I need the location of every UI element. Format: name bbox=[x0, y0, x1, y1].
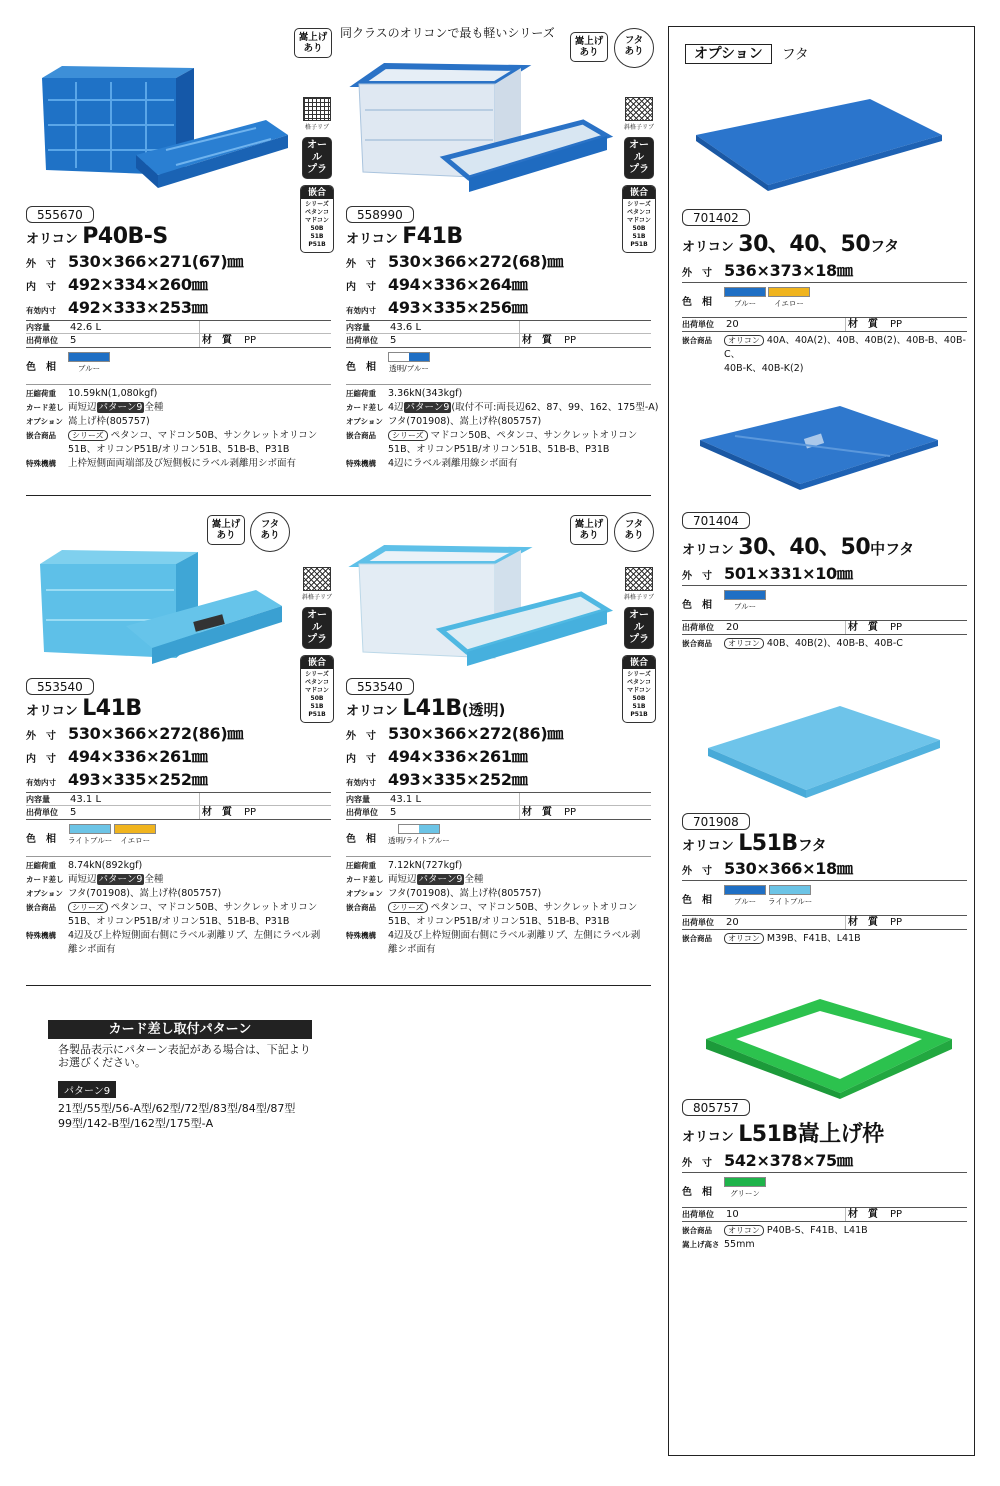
pattern-list: 21型/55型/56-A型/62型/72型/83型/84型/87型 99型/142-B型/162型/175型-A bbox=[58, 1102, 296, 1130]
color-row: 色 相 ライトブルー イエロー bbox=[26, 824, 331, 852]
option-outer-dim: 外 寸 501×331×10㎜ bbox=[682, 561, 967, 586]
color-row: 色 相 透明/ライトブルー bbox=[346, 824, 651, 852]
kango-icon: 嵌合 シリーズ ペタンコ マドコン50B 51B P51B bbox=[300, 185, 334, 253]
option-image-701908 bbox=[700, 698, 950, 808]
option-image-701404 bbox=[690, 398, 950, 498]
inner-dim: 内 寸 492×334×260㎜ bbox=[26, 275, 208, 294]
outer-dim: 外 寸 530×366×271(67)㎜ bbox=[26, 252, 244, 271]
feature-icons: 斜格子リブ オール プラ 嵌合 シリーズ ペタンコ マドコン50B 51B P51B bbox=[622, 97, 656, 253]
color-swatch: イエロー bbox=[768, 287, 810, 309]
product-name: オリコン F41B bbox=[346, 224, 463, 249]
divider bbox=[26, 985, 651, 986]
option-outer-dim: 外 寸 536×373×18㎜ bbox=[682, 258, 967, 283]
option-name: オリコン L51Bフタ bbox=[682, 831, 827, 856]
color-row: 色 相 グリーン bbox=[682, 1177, 967, 1205]
spec-info: 圧縮荷重 8.74kN(892kgf) カード差し 両短辺 パターン9 全種 オプション フタ(701908)、嵩上げ枠(805757) 嵌合商品 シリーズ ペタンコ、マドコン50B、サンクレットオリコン 51B、オリコンP51B/オリコン51B、51B-B、P31B 特殊機構 4辺及び上枠短側面右側にラベル剥離リブ、左側にラベル剥 離シボ面有 bbox=[26, 856, 331, 957]
product-code: 553540 bbox=[26, 678, 94, 695]
option-name: オリコン L51B嵩上げ枠 bbox=[682, 1122, 884, 1147]
product-name: オリコン L41B bbox=[26, 696, 142, 721]
feature-icons: 斜格子リブ オール プラ 嵌合 シリーズ ペタンコ マドコン50B 51B P51B bbox=[622, 567, 656, 723]
color-row: 色 相 透明/ブルー bbox=[346, 352, 651, 380]
card-pattern-section bbox=[48, 1020, 312, 1131]
spec-info: 圧縮荷重 10.59kN(1,080kgf) カード差し 両短辺 パターン9 全種 オプション 嵩上げ枠(805757) 嵌合商品 シリーズ ペタンコ、マドコン50B、サンクレットオリコン 51B、オリコンP51B/オリコン51B、51B-B、P31B 特殊機構 上枠短側面両端部及び短側板にラベル剥離用シボ面有 bbox=[26, 384, 331, 471]
color-row: 色 相 ブルー bbox=[26, 352, 331, 380]
allpura-icon: オール プラ bbox=[302, 137, 332, 179]
spec-info: 圧縮荷重 3.36kN(343kgf) カード差し 4辺 パターン9 (取付不可:両長辺62、87、99、162、175型-A) オプション フタ(701908)、嵩上げ枠(805757) 嵌合商品 シリーズ マドコン50B、ペタンコ、サンクレットオリコン 51B、オリコンP51B/オリコン51B、51B-B、P31B 特殊機構 4辺にラベル剥離用線シボ面有 bbox=[346, 384, 651, 471]
kango-icon: 嵌合 シリーズ ペタンコ マドコン50B 51B P51B bbox=[622, 655, 656, 723]
pattern-label: パターン9 bbox=[58, 1081, 116, 1098]
spec-table: 内容量 43.1 L 出荷単位 5 材 質 PP bbox=[346, 792, 651, 820]
color-row: 色 相 ブルー イエロー bbox=[682, 287, 967, 315]
color-swatch: ライトブルー bbox=[768, 885, 812, 907]
divider bbox=[26, 495, 651, 496]
options-tag: オプション bbox=[685, 44, 772, 64]
color-swatch: ブルー bbox=[68, 352, 110, 374]
futa-badge: フタ あり bbox=[614, 512, 654, 552]
takaage-badge: 嵩上げ あり bbox=[207, 515, 245, 545]
allpura-icon: オール プラ bbox=[624, 607, 654, 649]
effective-dim: 有効内寸 492×333×253㎜ bbox=[26, 298, 208, 317]
option-spec-805757 bbox=[682, 1097, 967, 1252]
option-table: 出荷単位 20 材 質 PP bbox=[682, 317, 967, 332]
product-spec-p40b-s bbox=[26, 204, 331, 471]
color-swatch: ブルー bbox=[724, 885, 766, 907]
takaage-badge: 嵩上げ あり bbox=[570, 32, 608, 62]
option-spec-701908 bbox=[682, 811, 967, 946]
option-info: 嵌合商品 オリコン 40A、40A(2)、40B、40B(2)、40B-B、40B-C、 40B-K、40B-K(2) bbox=[682, 335, 966, 374]
inner-dim: 内 寸 494×336×261㎜ bbox=[346, 747, 528, 766]
takaage-badge: 嵩上げ あり bbox=[294, 28, 332, 58]
option-name: オリコン 30、40、50フタ bbox=[682, 232, 900, 257]
allpura-icon: オール プラ bbox=[302, 607, 332, 649]
option-spec-701402 bbox=[682, 207, 967, 376]
option-table: 出荷単位 20 材 質 PP bbox=[682, 620, 967, 635]
product-name: オリコン P40B-S bbox=[26, 224, 168, 249]
option-info: 嵌合商品 オリコン 40B、40B(2)、40B-B、40B-C bbox=[682, 638, 903, 649]
outer-dim: 外 寸 530×366×272(68)㎜ bbox=[346, 252, 564, 271]
color-swatch: 透明/ブルー bbox=[388, 352, 430, 374]
feature-icons: 格子リブ オール プラ 嵌合 シリーズ ペタンコ マドコン50B 51B P51B bbox=[300, 97, 334, 253]
effective-dim: 有効内寸 493×335×256㎜ bbox=[346, 298, 528, 317]
spec-table: 内容量 42.6 L 出荷単位 5 材 質 PP bbox=[26, 320, 331, 348]
futa-badge: フタ あり bbox=[250, 512, 290, 552]
product-image-l41b-clear bbox=[345, 530, 615, 680]
product-image-l41b bbox=[26, 530, 291, 680]
inner-dim: 内 寸 494×336×264㎜ bbox=[346, 275, 528, 294]
kango-icon: 嵌合 シリーズ ペタンコ マドコン50B 51B P51B bbox=[300, 655, 334, 723]
kango-icon: 嵌合 シリーズ ペタンコ マドコン50B 51B P51B bbox=[622, 185, 656, 253]
color-swatch: ライトブルー bbox=[68, 824, 112, 846]
card-pattern-desc: 各製品表示にパターン表記がある場合は、下記より お選びください。 bbox=[58, 1043, 311, 1069]
color-row: 色 相 ブルー bbox=[682, 590, 967, 618]
option-name: オリコン 30、40、50中フタ bbox=[682, 535, 915, 560]
option-info: 嵌合商品 オリコン M39B、F41B、L41B bbox=[682, 933, 861, 944]
product-image-p40b-s bbox=[26, 40, 291, 200]
option-table: 出荷単位 10 材 質 PP bbox=[682, 1207, 967, 1222]
option-image-701402 bbox=[690, 95, 950, 195]
effective-dim: 有効内寸 493×335×252㎜ bbox=[346, 770, 528, 789]
takaage-badge: 嵩上げ あり bbox=[570, 515, 608, 545]
option-image-805757 bbox=[700, 995, 955, 1100]
option-code: 701404 bbox=[682, 512, 750, 529]
allpura-icon: オール プラ bbox=[624, 137, 654, 179]
product-spec-l41b-clear bbox=[346, 676, 651, 957]
option-info: 嵌合商品 オリコン P40B-S、F41B、L41B 嵩上げ高さ 55mm bbox=[682, 1225, 868, 1250]
option-code: 701402 bbox=[682, 209, 750, 226]
futa-badge: フタ あり bbox=[614, 28, 654, 68]
effective-dim: 有効内寸 493×335×252㎜ bbox=[26, 770, 208, 789]
option-table: 出荷単位 20 材 質 PP bbox=[682, 915, 967, 930]
outer-dim: 外 寸 530×366×272(86)㎜ bbox=[346, 724, 564, 743]
color-swatch: グリーン bbox=[724, 1177, 766, 1199]
spec-table: 内容量 43.6 L 出荷単位 5 材 質 PP bbox=[346, 320, 651, 348]
option-code: 701908 bbox=[682, 813, 750, 830]
diagonal-rib-icon bbox=[625, 97, 653, 121]
color-swatch: 透明/ライトブルー bbox=[388, 824, 450, 846]
spec-table: 内容量 43.1 L 出荷単位 5 材 質 PP bbox=[26, 792, 331, 820]
product-spec-f41b bbox=[346, 204, 659, 471]
product-name: オリコン L41B(透明) bbox=[346, 696, 506, 721]
product-code: 553540 bbox=[346, 678, 414, 695]
top-caption: 同クラスのオリコンで最も軽いシリーズ bbox=[340, 26, 555, 40]
option-spec-701404 bbox=[682, 510, 967, 651]
options-title: フタ bbox=[781, 47, 809, 63]
product-image-f41b bbox=[345, 40, 615, 200]
card-pattern-title: カード差し取付パターン bbox=[48, 1020, 312, 1039]
feature-icons: 斜格子リブ オール プラ 嵌合 シリーズ ペタンコ マドコン50B 51B P51B bbox=[300, 567, 334, 723]
option-outer-dim: 外 寸 542×378×75㎜ bbox=[682, 1148, 967, 1173]
color-row: 色 相 ブルー ライトブルー bbox=[682, 885, 967, 913]
diagonal-rib-icon bbox=[303, 567, 331, 591]
spec-info: 圧縮荷重 7.12kN(727kgf) カード差し 両短辺 パターン9 全種 オプション フタ(701908)、嵩上げ枠(805757) 嵌合商品 シリーズ ペタンコ、マドコン50B、サンクレットオリコン 51B、オリコンP51B/オリコン51B、51B-B、P31B 特殊機構 4辺及び上枠短側面右側にラベル剥離リブ、左側にラベル剥 離シボ面有 bbox=[346, 856, 651, 957]
inner-dim: 内 寸 494×336×261㎜ bbox=[26, 747, 208, 766]
product-code: 558990 bbox=[346, 206, 414, 223]
product-spec-l41b bbox=[26, 676, 331, 957]
option-code: 805757 bbox=[682, 1099, 750, 1116]
option-outer-dim: 外 寸 530×366×18㎜ bbox=[682, 856, 967, 881]
lattice-rib-icon bbox=[303, 97, 331, 121]
outer-dim: 外 寸 530×366×272(86)㎜ bbox=[26, 724, 244, 743]
color-swatch: ブルー bbox=[724, 590, 766, 612]
color-swatch: イエロー bbox=[114, 824, 156, 846]
color-swatch: ブルー bbox=[724, 287, 766, 309]
product-code: 555670 bbox=[26, 206, 94, 223]
diagonal-rib-icon bbox=[625, 567, 653, 591]
